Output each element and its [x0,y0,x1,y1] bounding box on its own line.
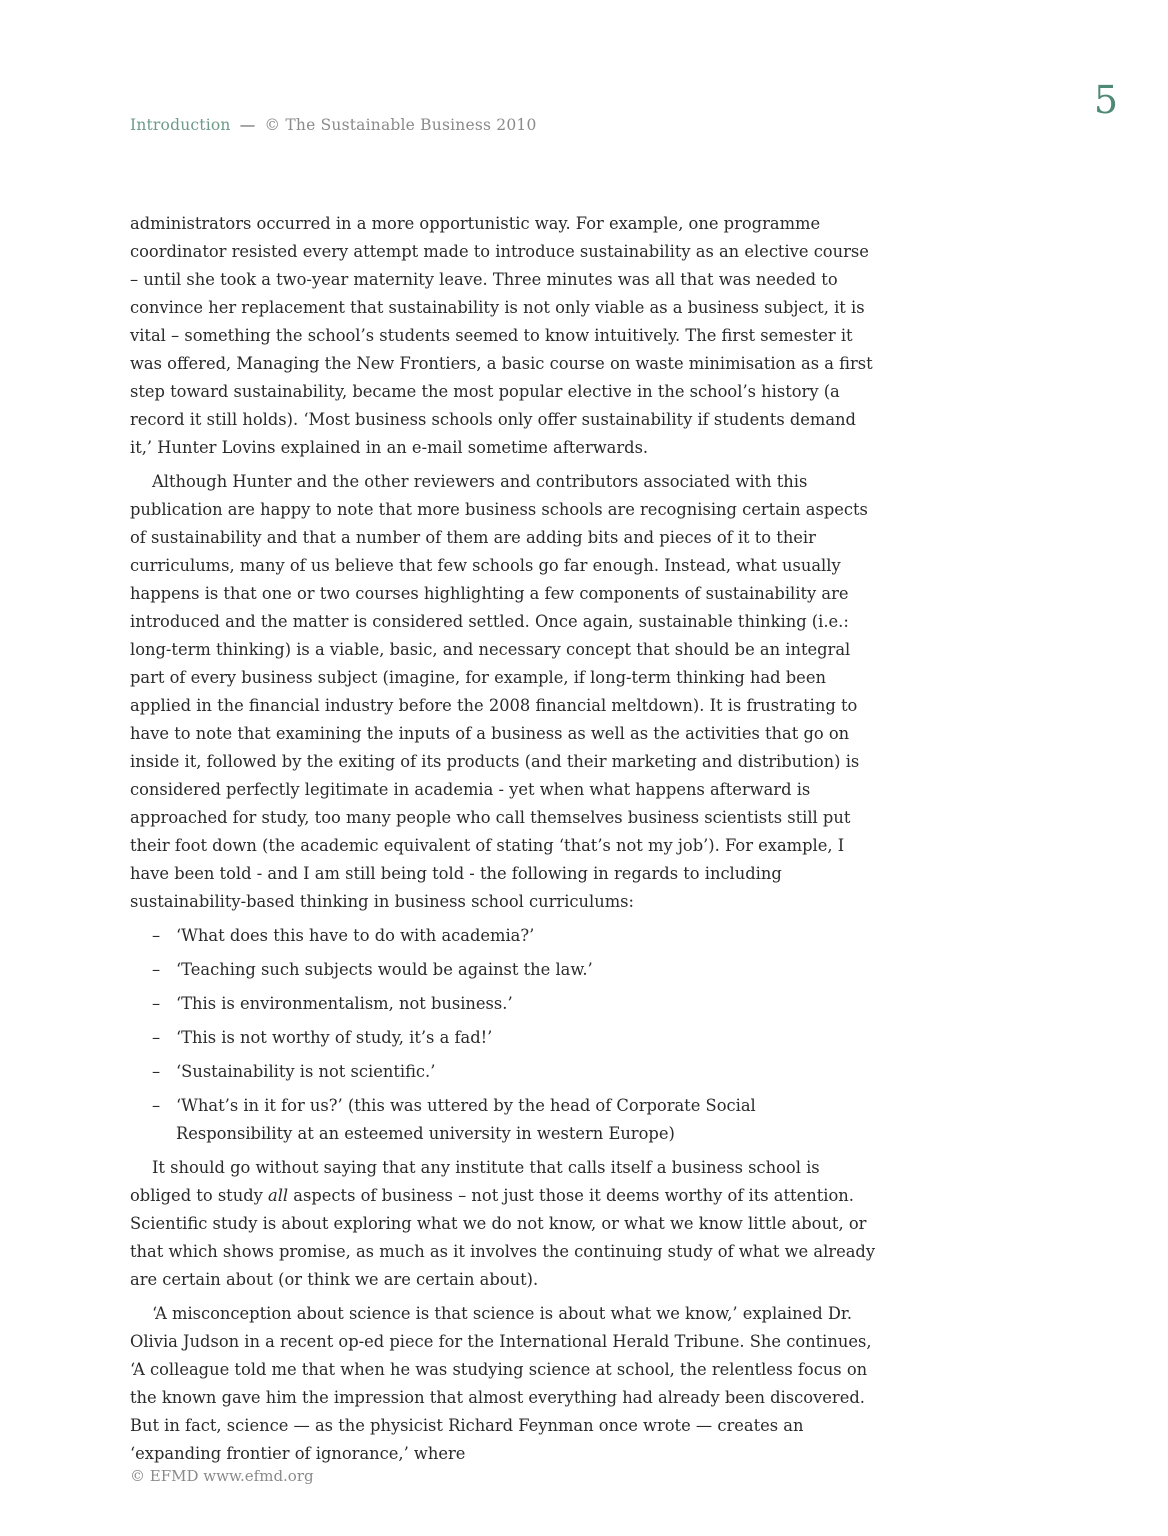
paragraph-3-text-end: aspects of business – not just those it deems worthy of its attention. Scientific study is about exploring what we do not know, or what we know little about, or that which shows promise, as much as it involves the continuing study of what we already are certain about (or think we are certain about). [130,1186,876,1289]
footer-copyright: © EFMD www.efmd.org [130,1467,314,1485]
list-item [130,1058,876,1086]
list-item [130,956,876,984]
list-item-text: ‘This is environmentalism, not business.’ [176,994,513,1013]
list-item-text: ‘Teaching such subjects would be against the law.’ [176,960,593,979]
body-text [130,210,876,1474]
list-item-text: ‘This is not worthy of study, it’s a fad!’ [176,1028,493,1047]
list-item-text: ‘What does this have to do with academia?’ [176,926,535,945]
paragraph-2: Although Hunter and the other reviewers and contributors associated with this publication are happy to note that more business schools are recognising certain aspects of sustainability and that a number of them are adding bits and pieces of it to their curriculums, many of us believe that few schools go far enough. Instead, what usually happens is that one or two courses highlighting a few components of sustainability are introduced and the matter is considered settled. Once again, sustainable thinking (i.e.: long-term thinking) is a viable, basic, and necessary concept that should be an integral part of every business subject (imagine, for example, if long-term thinking had been applied in the financial industry before the 2008 financial meltdown). It is frustrating to have to note that examining the inputs of a business as well as the activities that go on inside it, followed by the exiting of its products (and their marketing and distribution) is considered perfectly legitimate in academia - yet when what happens afterward is approached for study, too many people who call themselves business scientists still put their foot down (the academic equivalent of stating ‘that’s not my job’). For example, I have been told - and I am still being told - the following in regards to including sustainability-based thinking in business school curriculums: [130,472,868,911]
list-item [130,990,876,1018]
paragraph-3-text-start: It should go without saying that any institute that calls itself a business school is obliged to study [130,1158,820,1205]
bullet-dash: – [152,1062,161,1081]
paragraph-4: ‘A misconception about science is that science is about what we know,’ explained Dr. Olivia Judson in a recent op-ed piece for the International Herald Tribune. She continues, ‘A colleague told me that when he was studying science at school, the relentless focus on the known gave him the impression that almost everything had already been discovered. But in fact, science — as the physicist Richard Feynman once wrote — creates an ‘expanding frontier of ignorance,’ where [130,1304,872,1463]
page-number: 5 [1093,78,1118,122]
list-item [130,1024,876,1052]
header-separator: — [239,116,256,134]
paragraph-3 [130,1154,876,1294]
paragraph-3-emphasis: all [268,1186,289,1205]
paragraph-1: administrators occurred in a more opportunistic way. For example, one programme coordinator resisted every attempt made to introduce sustainability as an elective course – until she took a two-year maternity leave. Three minutes was all that was needed to convince her replacement that sustainability is not only viable as a business subject, it is vital – something the school’s students seemed to know intuitively. The first semester it was offered, Managing the New Frontiers, a basic course on waste minimisation as a first step toward sustainability, became the most popular elective in the school’s history (a record it still holds). ‘Most business schools only offer sustainability if students demand it,’ Hunter Lovins explained in an e-mail sometime afterwards. [130,214,873,457]
bullet-dash: – [152,1096,161,1115]
list-item [130,922,876,950]
objection-list [130,922,876,1148]
bullet-dash: – [152,926,161,945]
bullet-dash: – [152,994,161,1013]
header-section-title: Introduction [130,116,231,134]
list-item [130,1092,876,1148]
list-item-text: ‘Sustainability is not scientific.’ [176,1062,436,1081]
bullet-dash: – [152,960,161,979]
running-header [130,116,537,134]
header-publication: © The Sustainable Business 2010 [264,116,537,134]
bullet-dash: – [152,1028,161,1047]
list-item-text: ‘What’s in it for us?’ (this was uttered by the head of Corporate Social Responsibility at an esteemed university in western Europe) [176,1096,756,1143]
